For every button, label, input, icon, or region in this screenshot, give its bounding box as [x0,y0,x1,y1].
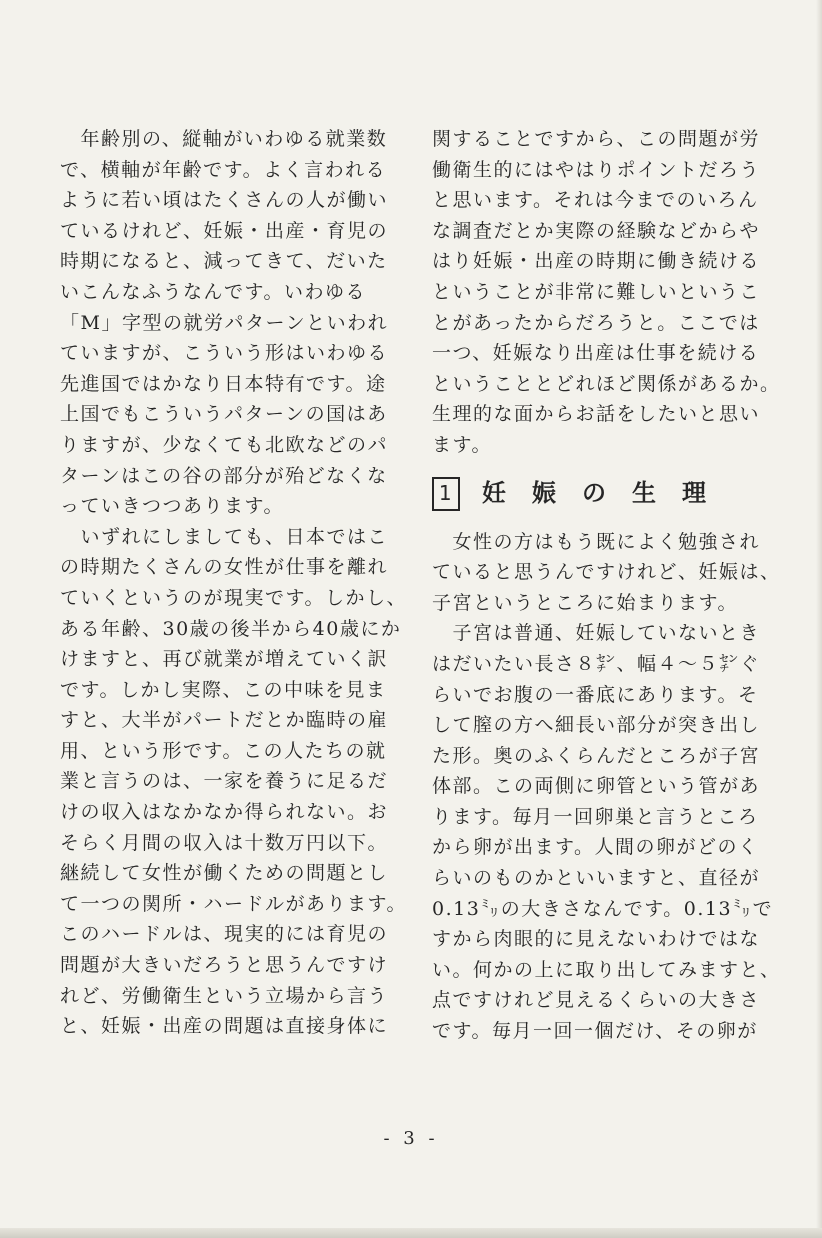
text-line: とがあったからだろうと。ここでは [432,311,760,334]
text-line: はだいたい長さ８㌢、幅４～５㌢ぐ [432,652,761,675]
text-line: 年齢別の、縦軸がいわゆる就業数 [60,128,388,150]
text-line: っていきつつあります。 [60,495,284,518]
text-line: て一つの関所・ハードルがあります。 [60,892,407,915]
text-line: はり妊娠・出産の時期に働き続ける [432,250,761,273]
text-line: い。何かの上に取り出してみますと、 [432,958,781,981]
text-line: いこんなふうなんです。いわゆる [60,280,366,303]
text-line: の時期たくさんの女性が仕事を離れ [60,556,389,579]
text-line: で、横軸が年齢です。よく言われる [60,158,387,181]
right-column [432,124,781,1047]
section-title: 妊娠の生理 [482,479,732,508]
text-line: 生理的な面からお話をしたいと思い [432,403,761,426]
text-line: ているけれど、妊娠・出産・育児の [60,219,389,242]
text-line: 上国でもこういうパターンの国はあ [60,403,388,426]
text-line: ます。 [432,433,492,456]
text-line: して膣の方へ細長い部分が突き出し [432,714,761,737]
text-line: と、妊娠・出産の問題は直接身体に [60,1015,389,1038]
text-line: 時期になると、減ってきて、だいた [60,250,388,273]
text-line: 0.13㍉の大きさなんです。0.13㍉で [432,897,774,920]
text-line: ていると思うんですけれど、妊娠は、 [432,561,781,584]
text-line: ということとどれほど関係があるか。 [432,372,781,395]
text-line: けますと、再び就業が増えていく訳 [60,648,389,671]
text-line: ていますが、こういう形はいわゆる [60,342,389,365]
text-line: 子宮は普通、妊娠していないとき [432,622,761,645]
text-line: らいのものかといいますと、直径が [432,867,761,890]
text-line: そらく月間の収入は十数万円以下。 [60,831,389,854]
text-line: ターンはこの谷の部分が殆どなくな [60,464,388,487]
text-line: ります。毎月一回卵巣と言うところ [432,805,759,828]
text-line: ということが非常に難しいというこ [432,280,761,303]
text-line: 一つ、妊娠なり出産は仕事を続ける [432,342,760,365]
text-line: 「M」字型の就労パターンといわれ [60,311,389,334]
text-line: です。しかし実際、この中味を見ま [60,678,387,701]
text-line: 先進国ではかなり日本特有です。途 [60,372,387,395]
text-line: と思います。それは今までのいろん [432,189,759,212]
text-line: 用、という形です。この人たちの就 [60,739,387,762]
left-column [60,124,407,1042]
text-line: た形。奥のふくらんだところが子宮 [432,744,761,767]
text-line: な調査だとか実際の経験などからや [432,219,761,242]
text-line: けの収入はなかなか得られない。お [60,801,389,824]
text-line: 関することですから、この問題が労 [432,128,761,150]
text-line: 問題が大きいだろうと思うんですけ [60,954,389,977]
text-line: です。毎月一回一個だけ、その卵が [432,1020,758,1043]
text-line: りますが、少なくても北欧などのパ [60,433,389,456]
section-heading [432,469,774,519]
text-line: 働衛生的にはやはりポイントだろう [432,158,761,181]
page-edge [816,0,822,1238]
text-line: ように若い頃はたくさんの人が働い [60,189,389,212]
text-line: れど、労働衛生という立場から言う [60,984,389,1007]
text-line: 子宮というところに始まります。 [432,591,738,614]
text-line: 業と言うのは、一家を養うに足るだ [60,770,389,793]
section-number-box: 1 [432,477,460,511]
text-line: すから肉眼的に見えないわけではな [432,928,761,951]
text-line: このハードルは、現実的には育児の [60,923,389,946]
text-line: ていくというのが現実です。しかし、 [60,586,407,609]
text-line: いずれにしましても、日本ではこ [60,525,389,548]
page-number: - 3 - [383,1128,439,1149]
text-line: 継続して女性が働くための問題とし [60,862,389,885]
text-line: らいでお腹の一番底にあります。そ [432,683,759,706]
text-line: 点ですけれど見えるくらいの大きさ [432,989,761,1012]
text-line: 女性の方はもう既によく勉強され [432,530,761,553]
text-line: すと、大半がパートだとか臨時の雇 [60,709,389,732]
page-edge-bottom [0,1228,822,1238]
text-line: から卵が出ます。人間の卵がどのく [432,836,759,859]
text-line: 体部。この両側に卵管という管があ [432,775,761,798]
text-line: ある年齢、30歳の後半から40歳にか [60,617,402,640]
